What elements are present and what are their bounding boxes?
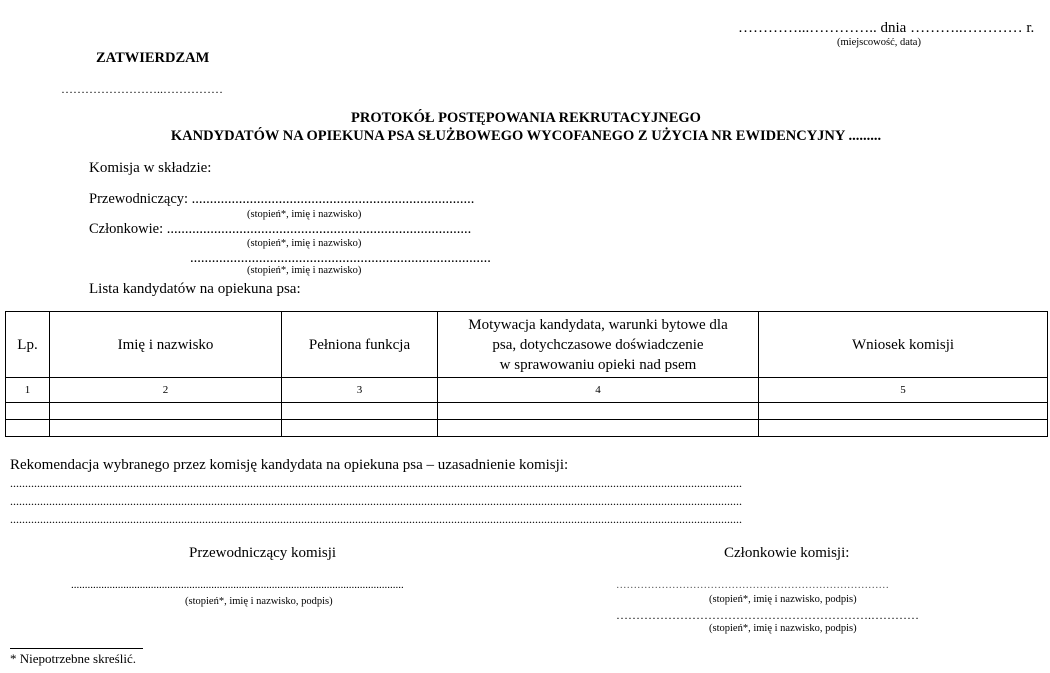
member1-signature-line[interactable]: …………………………………………………………………… xyxy=(616,580,889,591)
header-name: Imię i nazwisko xyxy=(50,312,282,378)
members-field[interactable]: Członkowie: .................................................................................... xyxy=(89,221,472,237)
member1-caption: (stopień*, imię i nazwisko) xyxy=(247,238,362,249)
column-number: 3 xyxy=(282,378,438,403)
table-cell[interactable] xyxy=(438,403,759,420)
header-conclusion: Wniosek komisji xyxy=(759,312,1048,378)
table-cell[interactable] xyxy=(759,420,1048,437)
member2-caption: (stopień*, imię i nazwisko) xyxy=(247,265,362,276)
table-cell[interactable] xyxy=(282,420,438,437)
column-number: 4 xyxy=(438,378,759,403)
header-function: Pełniona funkcja xyxy=(282,312,438,378)
committee-heading: Komisja w składzie: xyxy=(89,160,212,176)
chair-caption: (stopień*, imię i nazwisko) xyxy=(247,209,362,220)
document-title-line1: PROTOKÓŁ POSTĘPOWANIA REKRUTACYJNEGO xyxy=(351,110,701,126)
recommendation-line-1[interactable]: .................................................................................................................................................................................................................................................... xyxy=(10,476,742,490)
column-number-row xyxy=(6,378,1048,403)
table-cell[interactable] xyxy=(6,403,50,420)
table-cell[interactable] xyxy=(50,420,282,437)
header-motivation xyxy=(438,312,759,378)
member2-field[interactable]: ................................................................................... xyxy=(190,250,491,266)
header-motivation-line3: w sprawowaniu opieki nad psem xyxy=(499,356,697,373)
member2-signature-caption: (stopień*, imię i nazwisko, podpis) xyxy=(709,623,857,634)
recommendation-line-3[interactable]: .................................................................................................................................................................................................................................................... xyxy=(10,512,742,526)
chair-signature-line[interactable]: ......................................................................................................................... xyxy=(71,579,404,591)
chair-signature-caption: (stopień*, imię i nazwisko, podpis) xyxy=(185,596,333,607)
table-row[interactable] xyxy=(6,403,1048,420)
table-cell[interactable] xyxy=(50,403,282,420)
column-number: 1 xyxy=(6,378,50,403)
table-cell[interactable] xyxy=(438,420,759,437)
place-date-caption: (miejscowość, data) xyxy=(837,37,921,48)
candidates-table xyxy=(5,311,1048,437)
document-title-line2: KANDYDATÓW NA OPIEKUNA PSA SŁUŻBOWEGO WYCOFANEGO Z UŻYCIA NR EWIDENCYJNY ......... xyxy=(170,128,882,144)
column-number: 2 xyxy=(50,378,282,403)
recommendation-heading: Rekomendacja wybranego przez komisję kandydata na opiekuna psa – uzasadnienie komisji: xyxy=(10,457,569,473)
member2-signature-line[interactable]: ……………………………………………………….………… xyxy=(616,608,919,622)
candidates-heading: Lista kandydatów na opiekuna psa: xyxy=(89,281,301,297)
approve-label: ZATWIERDZAM xyxy=(96,50,210,66)
table-row[interactable] xyxy=(6,420,1048,437)
member1-signature-caption: (stopień*, imię i nazwisko, podpis) xyxy=(709,594,857,605)
footnote-divider xyxy=(10,648,143,649)
recommendation-line-2[interactable]: .................................................................................................................................................................................................................................................... xyxy=(10,494,742,508)
approve-signature-line[interactable]: ……………………..…………… xyxy=(61,82,223,96)
header-lp: Lp. xyxy=(6,312,50,378)
place-date-line[interactable]: …………...………….. dnia ………..………… r. xyxy=(738,20,1035,36)
chair-signature-heading: Przewodniczący komisji xyxy=(189,545,337,561)
table-cell[interactable] xyxy=(282,403,438,420)
footnote: * Niepotrzebne skreślić. xyxy=(10,651,136,666)
chair-field[interactable]: Przewodniczący: .............................................................................. xyxy=(89,191,475,207)
table-header-row xyxy=(6,312,1048,378)
header-motivation-line1: Motywacja kandydata, warunki bytowe dla xyxy=(468,316,728,333)
column-number: 5 xyxy=(759,378,1048,403)
table-cell[interactable] xyxy=(6,420,50,437)
table-cell[interactable] xyxy=(759,403,1048,420)
members-signature-heading: Członkowie komisji: xyxy=(724,545,850,561)
header-motivation-line2: psa, dotychczasowe doświadczenie xyxy=(492,336,704,353)
